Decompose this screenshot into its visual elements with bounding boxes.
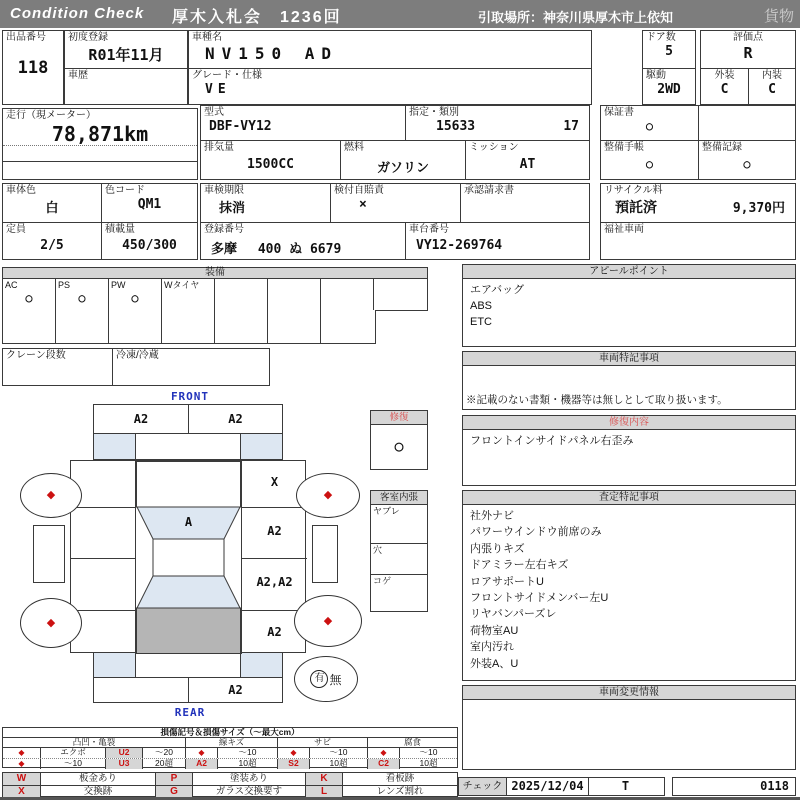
- equipment-ac-value: ○: [25, 291, 33, 305]
- equipment-section-title: 装備: [2, 267, 428, 279]
- rear-bumper-right-mark: A2: [228, 683, 243, 697]
- vehicle-notes-panel: [462, 351, 796, 410]
- displacement-label: 排気量: [204, 142, 234, 153]
- cabin-lining-tear-label: ヤブレ: [373, 506, 400, 516]
- front-bumper-left-mark: A2: [94, 405, 189, 433]
- equipment-empty-cell: [321, 310, 375, 343]
- front-cowl-left-shade: [94, 433, 136, 459]
- left-rear-door: [71, 559, 135, 611]
- model-code-value: DBF-VY12: [209, 119, 272, 134]
- exhibit-number-value: 118: [17, 58, 49, 78]
- insurance-value: ×: [359, 197, 367, 212]
- body-color-value: 白: [45, 201, 59, 216]
- transmission-label: ミッション: [469, 142, 519, 153]
- grade-label: グレード・仕様: [192, 70, 262, 81]
- model-name-box: [188, 30, 592, 105]
- color-capacity-box: [2, 183, 198, 260]
- damage-diamond-icon: ◆: [46, 616, 56, 629]
- code-legend-table: [2, 772, 458, 797]
- legend-cell: ～10: [41, 759, 106, 769]
- model-name-value: NV150 AD: [205, 44, 339, 63]
- load-label: 積載量: [105, 224, 135, 235]
- front-caption: FRONT: [170, 390, 210, 403]
- inspection-label: 車検期限: [204, 185, 244, 196]
- color-code-label: 色コード: [105, 185, 145, 196]
- load-value: 450/300: [122, 238, 177, 253]
- damage-diamond-icon: ◆: [323, 614, 333, 627]
- repair-details-panel: [462, 415, 796, 486]
- rear-cowl-strip: [93, 652, 283, 678]
- doors-value: 5: [665, 44, 673, 59]
- recycle-welfare-box: [600, 183, 796, 260]
- sheet-number: 0118: [760, 779, 789, 793]
- capacity-label: 定員: [6, 224, 26, 235]
- crane-label: クレーン段数: [6, 350, 66, 361]
- assessment-item: ドアミラー左右キズ: [470, 559, 569, 572]
- exterior-score-value: C: [720, 82, 729, 97]
- legend-code: P: [156, 773, 193, 785]
- rear-bumper: [93, 677, 283, 703]
- wheel-front-right: [296, 473, 360, 518]
- legend-cell: ～20: [143, 748, 186, 758]
- insurance-label: 検付自賠責: [334, 185, 384, 196]
- car-body: [70, 460, 306, 653]
- score-value: R: [743, 44, 753, 62]
- assessment-notes-panel: [462, 490, 796, 681]
- legend-group-scratch-title: 線キズ: [186, 738, 278, 747]
- legend-cell: 10超: [310, 759, 368, 769]
- mileage-box: [2, 108, 198, 180]
- assessment-item: パワーウインドウ前席のみ: [470, 526, 602, 539]
- check-inspector: T: [621, 779, 630, 793]
- appeal-points-panel: [462, 264, 796, 347]
- drive-label: 駆動: [646, 70, 666, 81]
- assessment-item: フロントサイドメンバー左U: [470, 592, 609, 605]
- model-code-label: 型式: [204, 107, 224, 118]
- assessment-item: リヤバンパーズレ: [470, 608, 557, 621]
- legend-code-desc: レンズ割れ: [376, 786, 424, 797]
- legend-cell: S2: [278, 759, 310, 769]
- rear-bumper-left: [94, 678, 189, 702]
- repair-flag-title: 修復: [371, 411, 427, 425]
- welfare-label: 福祉車両: [604, 224, 644, 235]
- assessment-item: 室内汚れ: [470, 641, 514, 654]
- equipment-empty-cell: [268, 279, 321, 310]
- equipment-empty-cell: [215, 279, 268, 310]
- appeal-item: ABS: [470, 300, 493, 312]
- left-front-door: [71, 508, 135, 559]
- left-step-panel: [33, 525, 65, 583]
- right-rear-fender-mark: A2: [267, 625, 282, 639]
- transmission-value: AT: [519, 157, 536, 172]
- class-number2-value: 17: [563, 119, 579, 134]
- brand-logo: Condition Check: [10, 5, 145, 22]
- legend-cell: U3: [106, 759, 143, 769]
- documents-empty-cell: [699, 106, 795, 140]
- equipment-empty-cell: [3, 310, 56, 343]
- legend-code-desc: 交換跡: [41, 786, 156, 797]
- maintenance-record-label: 整備記録: [702, 142, 742, 153]
- equipment-wtire-label: Wタイヤ: [164, 280, 200, 290]
- center-roof-graphic: [136, 461, 241, 654]
- legend-code-desc: ガラス交換要す: [193, 786, 306, 797]
- legend-cell: ◆: [3, 748, 41, 758]
- crane-refrigeration-box: [2, 348, 270, 386]
- roof-shape: [153, 539, 224, 576]
- equipment-empty-cell: [374, 279, 423, 310]
- legend-group-corrosion-title: 腐食: [403, 738, 421, 747]
- cabin-lining-hole-label: 穴: [373, 545, 383, 555]
- legend-cell: ◆: [368, 748, 400, 758]
- capacity-value: 2/5: [40, 238, 64, 253]
- check-label: チェック: [459, 778, 507, 795]
- legend-cell: U2: [106, 748, 143, 758]
- assessment-item: 外装A、U: [470, 657, 519, 670]
- legend-code-desc: 塗装あり: [193, 773, 306, 785]
- recycle-fee-value: 9,370円: [732, 201, 785, 216]
- maintenance-record-value: ○: [743, 157, 751, 171]
- wheel-rear-right: [294, 595, 362, 647]
- equipment-ac-label: AC: [5, 280, 18, 290]
- exhibit-number-box: [2, 30, 64, 105]
- check-date: 2025/12/04: [507, 778, 589, 795]
- legend-code: X: [3, 786, 41, 797]
- inspection-registration-box: [200, 183, 590, 260]
- legend-cell: ～10: [419, 748, 438, 757]
- grade-value: VE: [205, 82, 231, 97]
- mileage-empty-row-1: [3, 146, 197, 162]
- legend-cell: ～10: [218, 748, 278, 758]
- recycle-label: リサイクル料: [604, 185, 663, 196]
- class-label: 指定・類別: [409, 107, 459, 118]
- warranty-label: 保証書: [604, 107, 634, 118]
- equipment-ps-value: ○: [78, 291, 86, 305]
- legend-cell: ～10: [310, 748, 368, 758]
- legend-code-desc: 看板跡: [385, 773, 415, 784]
- vehicle-notes-title: 車両特記事項: [463, 352, 795, 366]
- windshield-mark: A: [184, 515, 193, 529]
- mileage-value: 78,871km: [51, 122, 149, 146]
- legend-code-desc: 板金あり: [41, 773, 156, 785]
- assessment-item: 社外ナビ: [470, 510, 514, 522]
- assessment-item: 荷物室AU: [470, 624, 519, 637]
- equipment-empty-cell: [109, 310, 162, 343]
- legend-cell: ◆: [278, 748, 310, 758]
- legend-cell: 10超: [218, 759, 278, 769]
- color-code-value: QM1: [137, 197, 162, 212]
- refrigeration-label: 冷凍/冷蔵: [116, 350, 159, 361]
- first-registration-value: R01年11月: [88, 46, 164, 64]
- class-number-value: 15633: [436, 119, 476, 134]
- damage-legend-table: [2, 727, 458, 768]
- vehicle-changes-panel: [462, 685, 796, 770]
- equipment-empty-cell: [56, 310, 109, 343]
- repair-flag-box: [370, 410, 428, 470]
- equipment-row-2: [2, 310, 376, 344]
- doors-label: ドア数: [646, 32, 676, 43]
- right-rear-door-mark: A2,A2: [242, 559, 307, 611]
- engine-box: [200, 105, 590, 180]
- cabin-lining-box: [370, 490, 428, 612]
- right-front-fender-mark: X: [242, 461, 307, 508]
- exterior-score-label: 外装: [714, 70, 735, 81]
- rear-cowl-right-shade: [241, 652, 282, 677]
- drive-value: 2WD: [657, 82, 681, 97]
- evaluation-box: [700, 30, 796, 105]
- front-cowl-strip: [93, 433, 283, 460]
- mileage-empty-row-2: [3, 162, 197, 178]
- legend-cell: ◆: [3, 759, 41, 769]
- equipment-pw-value: ○: [131, 291, 139, 305]
- recycle-status-value: 預託済: [615, 200, 657, 216]
- equipment-empty-cell: [215, 310, 268, 343]
- equipment-pw-label: PW: [111, 280, 126, 290]
- sheet-number-box: [672, 777, 796, 796]
- assessment-item: 内張りキズ: [470, 542, 525, 555]
- legend-cell: ◆: [186, 748, 218, 758]
- right-front-door-mark: A2: [242, 508, 307, 559]
- spare-no-text: 無: [329, 672, 342, 687]
- inspection-value: 抹消: [219, 201, 246, 216]
- history-label: 車歴: [68, 70, 88, 81]
- displacement-value: 1500CC: [247, 157, 294, 172]
- plate-label: 登録番号: [204, 224, 244, 235]
- cabin-lining-title: 客室内張: [371, 491, 427, 505]
- repair-detail-item: フロントインサイドパネル右歪み: [470, 435, 634, 447]
- registration-history-box: [64, 30, 188, 105]
- rear-caption: REAR: [174, 706, 206, 719]
- front-bumper-right-mark: A2: [228, 412, 243, 426]
- check-box: [458, 777, 665, 796]
- front-cowl-center: [136, 433, 241, 459]
- damage-diamond-icon: ◆: [323, 489, 333, 501]
- interior-score-label: 内装: [762, 70, 782, 81]
- cabin-lining-burn-label: コゲ: [373, 576, 392, 586]
- spare-yes-circled: 有: [310, 670, 328, 688]
- maintenance-book-value: ○: [645, 157, 654, 171]
- appeal-item: ETC: [470, 316, 492, 328]
- fuel-value: ガソリン: [376, 161, 429, 176]
- legend-code: G: [156, 786, 193, 797]
- documents-box: [600, 105, 796, 180]
- vehicle-notes-footnote: ※記載のない書類・機器等は無しとして取り扱います。: [466, 394, 728, 406]
- assessment-notes-title: 査定特記事項: [463, 491, 795, 505]
- legend-group-dent-title: 凸凹・亀裂: [3, 738, 186, 747]
- appeal-item: エアバッグ: [470, 284, 525, 296]
- assessment-item: ロアサポートU: [470, 575, 544, 588]
- model-name-label: 車種名: [192, 32, 222, 43]
- legend-cell: A2: [186, 759, 218, 769]
- equipment-ps-label: PS: [58, 280, 71, 290]
- right-step-panel: [312, 525, 338, 583]
- rear-cowl-center: [136, 652, 241, 677]
- fuel-label: 燃料: [344, 142, 364, 153]
- front-bumper: [93, 404, 283, 434]
- cargo-area-shape: [137, 608, 241, 654]
- equipment-row-1: [2, 279, 428, 311]
- pickup-location: 引取場所：神奈川県厚木市上依知: [478, 10, 674, 25]
- legend-cell: C2: [368, 759, 400, 769]
- repair-flag-value: ○: [394, 437, 404, 455]
- front-cowl-right-shade: [241, 433, 282, 459]
- legend-code: K: [306, 773, 343, 785]
- wheel-rear-left: [20, 598, 82, 648]
- repair-details-title: 修復内容: [463, 416, 795, 430]
- car-damage-diagram: [0, 388, 460, 724]
- warranty-value: ○: [645, 119, 654, 133]
- legend-cell: 10超: [419, 759, 438, 768]
- legend-cell: エクボ: [41, 748, 106, 758]
- score-label: 評価点: [733, 32, 763, 43]
- appeal-points-title: アピールポイント: [463, 265, 795, 279]
- legend-code: L: [306, 786, 343, 797]
- vehicle-changes-title: 車両変更情報: [463, 686, 795, 700]
- legend-group-rust-title: サビ: [278, 738, 368, 747]
- plate-value: 多摩 400 ぬ 6679: [211, 242, 342, 257]
- exhibit-number-label: 出品番号: [6, 32, 46, 43]
- interior-score-value: C: [768, 82, 776, 97]
- spare-tire-indicator: [294, 656, 358, 702]
- wheel-front-left: [20, 473, 82, 518]
- equipment-empty-cell: [268, 310, 321, 343]
- rear-cowl-left-shade: [94, 652, 136, 677]
- damage-legend-title: 損傷記号＆損傷サイズ（～最大cm）: [3, 728, 457, 738]
- first-registration-label: 初度登録: [68, 32, 108, 43]
- doors-drive-box: [642, 30, 696, 105]
- damage-diamond-icon: ◆: [46, 489, 56, 501]
- header-bar: [0, 0, 800, 28]
- rear-glass-shape: [137, 576, 240, 608]
- approval-label: 承認請求書: [464, 185, 514, 196]
- legend-cell: 20超: [143, 759, 186, 769]
- maintenance-book-label: 整備手帳: [604, 142, 644, 153]
- equipment-empty-cell: [321, 279, 374, 310]
- body-color-label: 車体色: [6, 185, 36, 196]
- mileage-label: 走行（現メーター）: [6, 110, 96, 121]
- vin-label: 車台番号: [409, 224, 449, 235]
- vin-value: VY12-269764: [416, 238, 503, 253]
- legend-code: W: [3, 773, 41, 785]
- vehicle-category-badge: 貨物: [763, 8, 794, 25]
- equipment-empty-cell: [162, 310, 215, 343]
- auction-title: 厚木入札会 1236回: [172, 9, 342, 26]
